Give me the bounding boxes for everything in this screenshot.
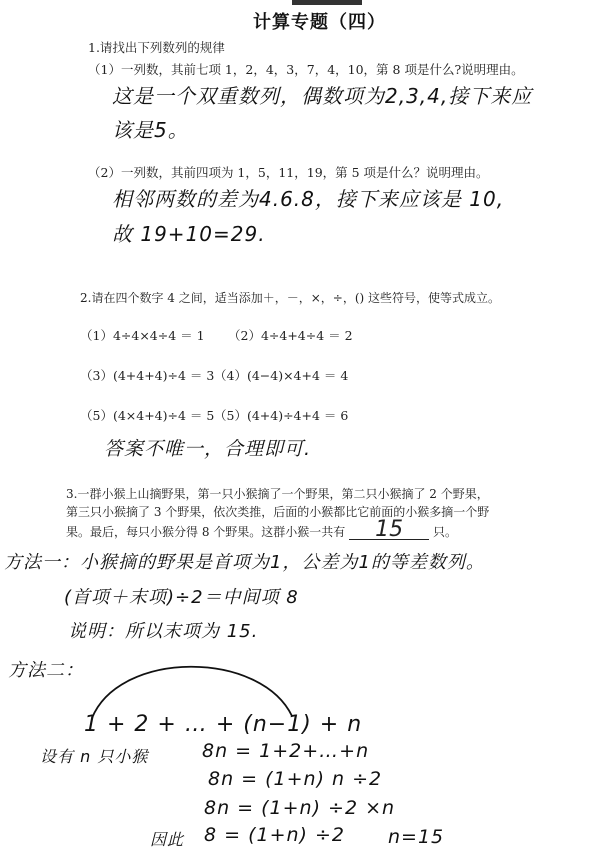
q2-equation-6: （5）(4+4)÷4+4 ＝ 6 — [214, 408, 349, 423]
method2-therefore: 因此 — [150, 830, 185, 849]
q2-equation-5: （5）(4×4+4)÷4 ＝ 5 — [80, 408, 215, 423]
method2-equation-b: 8n = (1+n) n ÷2 — [208, 768, 383, 790]
method2-equation-a: 8n = 1+2+…+n — [202, 740, 370, 762]
q3-answer-blank: 15 — [349, 521, 429, 540]
method1-line1: 方法一：小猴摘的野果是首项为1，公差为1的等差数列。 — [4, 552, 485, 573]
q2-equation-3: （3）(4+4+4)÷4 ＝ 3 — [80, 368, 215, 383]
method2-series: 1 + 2 + … + (n−1) + n — [84, 712, 363, 737]
page-title: 计算专题（四） — [253, 12, 386, 33]
q1-part2-answer-line2: 故 19+10=29. — [112, 222, 266, 246]
q3-text-end: 只。 — [432, 525, 457, 539]
q1-part1-question: （1）一列数，其前七项 1，2，4，3，7，4，10，第 8 项是什么?说明理由。 — [88, 62, 524, 77]
q2-note: 答案不唯一，合理即可. — [104, 438, 312, 460]
q2-equation-1: （1）4÷4×4÷4 ＝ 1 — [80, 328, 205, 343]
method1-line3: 说明：所以末项为 15. — [68, 621, 259, 642]
q1-part2-answer-line1: 相邻两数的差为4.6.8，接下来应该是 10, — [112, 187, 505, 211]
method2-label: 方法二： — [8, 660, 84, 681]
q2-equation-2: （2）4÷4+4÷4 ＝ 2 — [228, 328, 353, 343]
q2-heading: 2.请在四个数字 4 之间，适当添加＋，－，×，÷，() 这些符号，使等式成立。 — [80, 291, 501, 305]
q1-part1-answer-line2: 该是5。 — [112, 118, 189, 142]
method2-let-n: 设有 n 只小猴 — [40, 747, 149, 766]
q1-heading: 1.请找出下列数列的规律 — [88, 40, 225, 55]
q3-text-line1: 3.一群小猴上山摘野果，第一只小猴摘了一个野果，第二只小猴摘了 2 个野果， — [66, 487, 489, 501]
method1-line2: (首项＋末项)÷2＝中间项 8 — [64, 587, 299, 608]
method2-equation-d: 8 = (1+n) ÷2 — [204, 824, 346, 846]
method2-result: n=15 — [388, 826, 445, 848]
q3-text-line3-body: 果。最后，每只小猴分得 8 个野果。这群小猴一共有 — [66, 525, 346, 539]
q1-part2-question: （2）一列数，其前四项为 1，5，11，19，第 5 项是什么？说明理由。 — [88, 165, 489, 180]
q2-equation-4: （4）(4−4)×4+4 ＝ 4 — [214, 368, 349, 383]
q3-text-line2: 第三只小猴摘了 3 个野果，依次类推，后面的小猴都比它前面的小猴多摘一个野 — [66, 505, 490, 519]
q1-part1-answer-line1: 这是一个双重数列，偶数项为2,3,4,接下来应 — [112, 84, 533, 108]
method2-equation-c: 8n = (1+n) ÷2 ×n — [204, 797, 396, 819]
